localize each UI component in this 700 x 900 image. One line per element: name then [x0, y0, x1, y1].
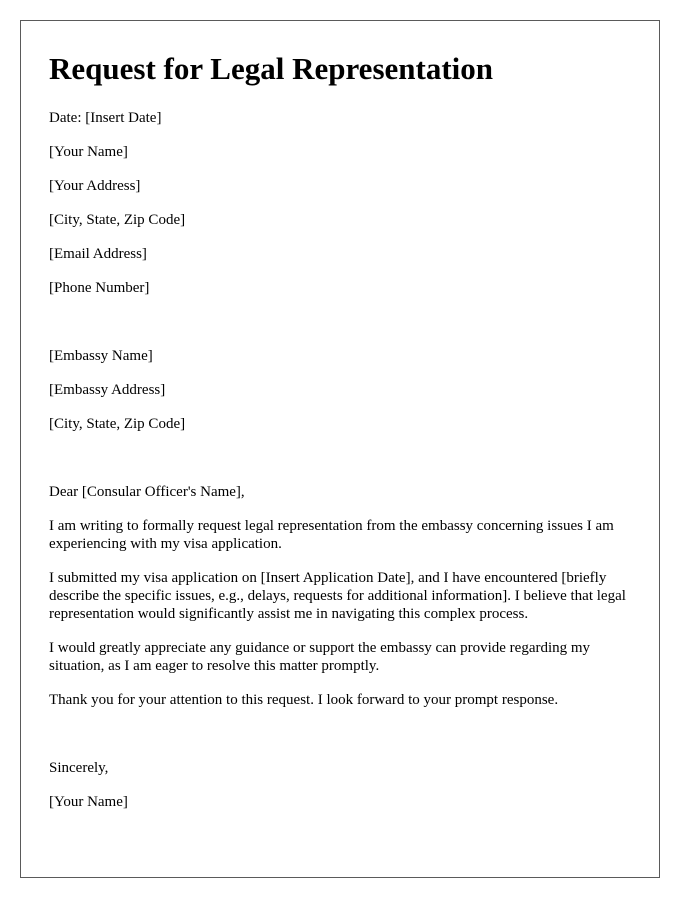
body-paragraph-2: I submitted my visa application on [Insert Application Date], and I have encountered [briefly describe the specific issues, e.g., delays, requests for additional information]. I believe that legal representation would significantly assist me in navigating this complex process.	[49, 570, 626, 622]
closing: Sincerely,	[49, 760, 109, 776]
body-paragraph-4: Thank you for your attention to this request. I look forward to your prompt response.	[49, 692, 559, 708]
sender-address: [Your Address]	[49, 178, 141, 194]
sender-name: [Your Name]	[49, 144, 128, 160]
salutation: Dear [Consular Officer's Name],	[49, 484, 245, 500]
spacer	[49, 725, 631, 759]
sender-phone: [Phone Number]	[49, 280, 150, 296]
recipient-city-state-zip: [City, State, Zip Code]	[49, 416, 186, 432]
spacer	[49, 313, 631, 347]
recipient-name: [Embassy Name]	[49, 348, 153, 364]
recipient-address: [Embassy Address]	[49, 382, 166, 398]
letter-title: Request for Legal Representation	[49, 51, 494, 86]
sender-city-state-zip: [City, State, Zip Code]	[49, 212, 186, 228]
spacer	[49, 449, 631, 483]
signature: [Your Name]	[49, 794, 128, 810]
date-line: Date: [Insert Date]	[49, 110, 162, 126]
sender-email: [Email Address]	[49, 246, 147, 262]
body-paragraph-3: I would greatly appreciate any guidance or support the embassy can provide regarding my situation, as I am eager to resolve this matter promptly.	[49, 640, 591, 674]
letter-document	[20, 20, 660, 878]
body-paragraph-1: I am writing to formally request legal representation from the embassy concerning issues I am experiencing with my visa application.	[49, 518, 614, 552]
